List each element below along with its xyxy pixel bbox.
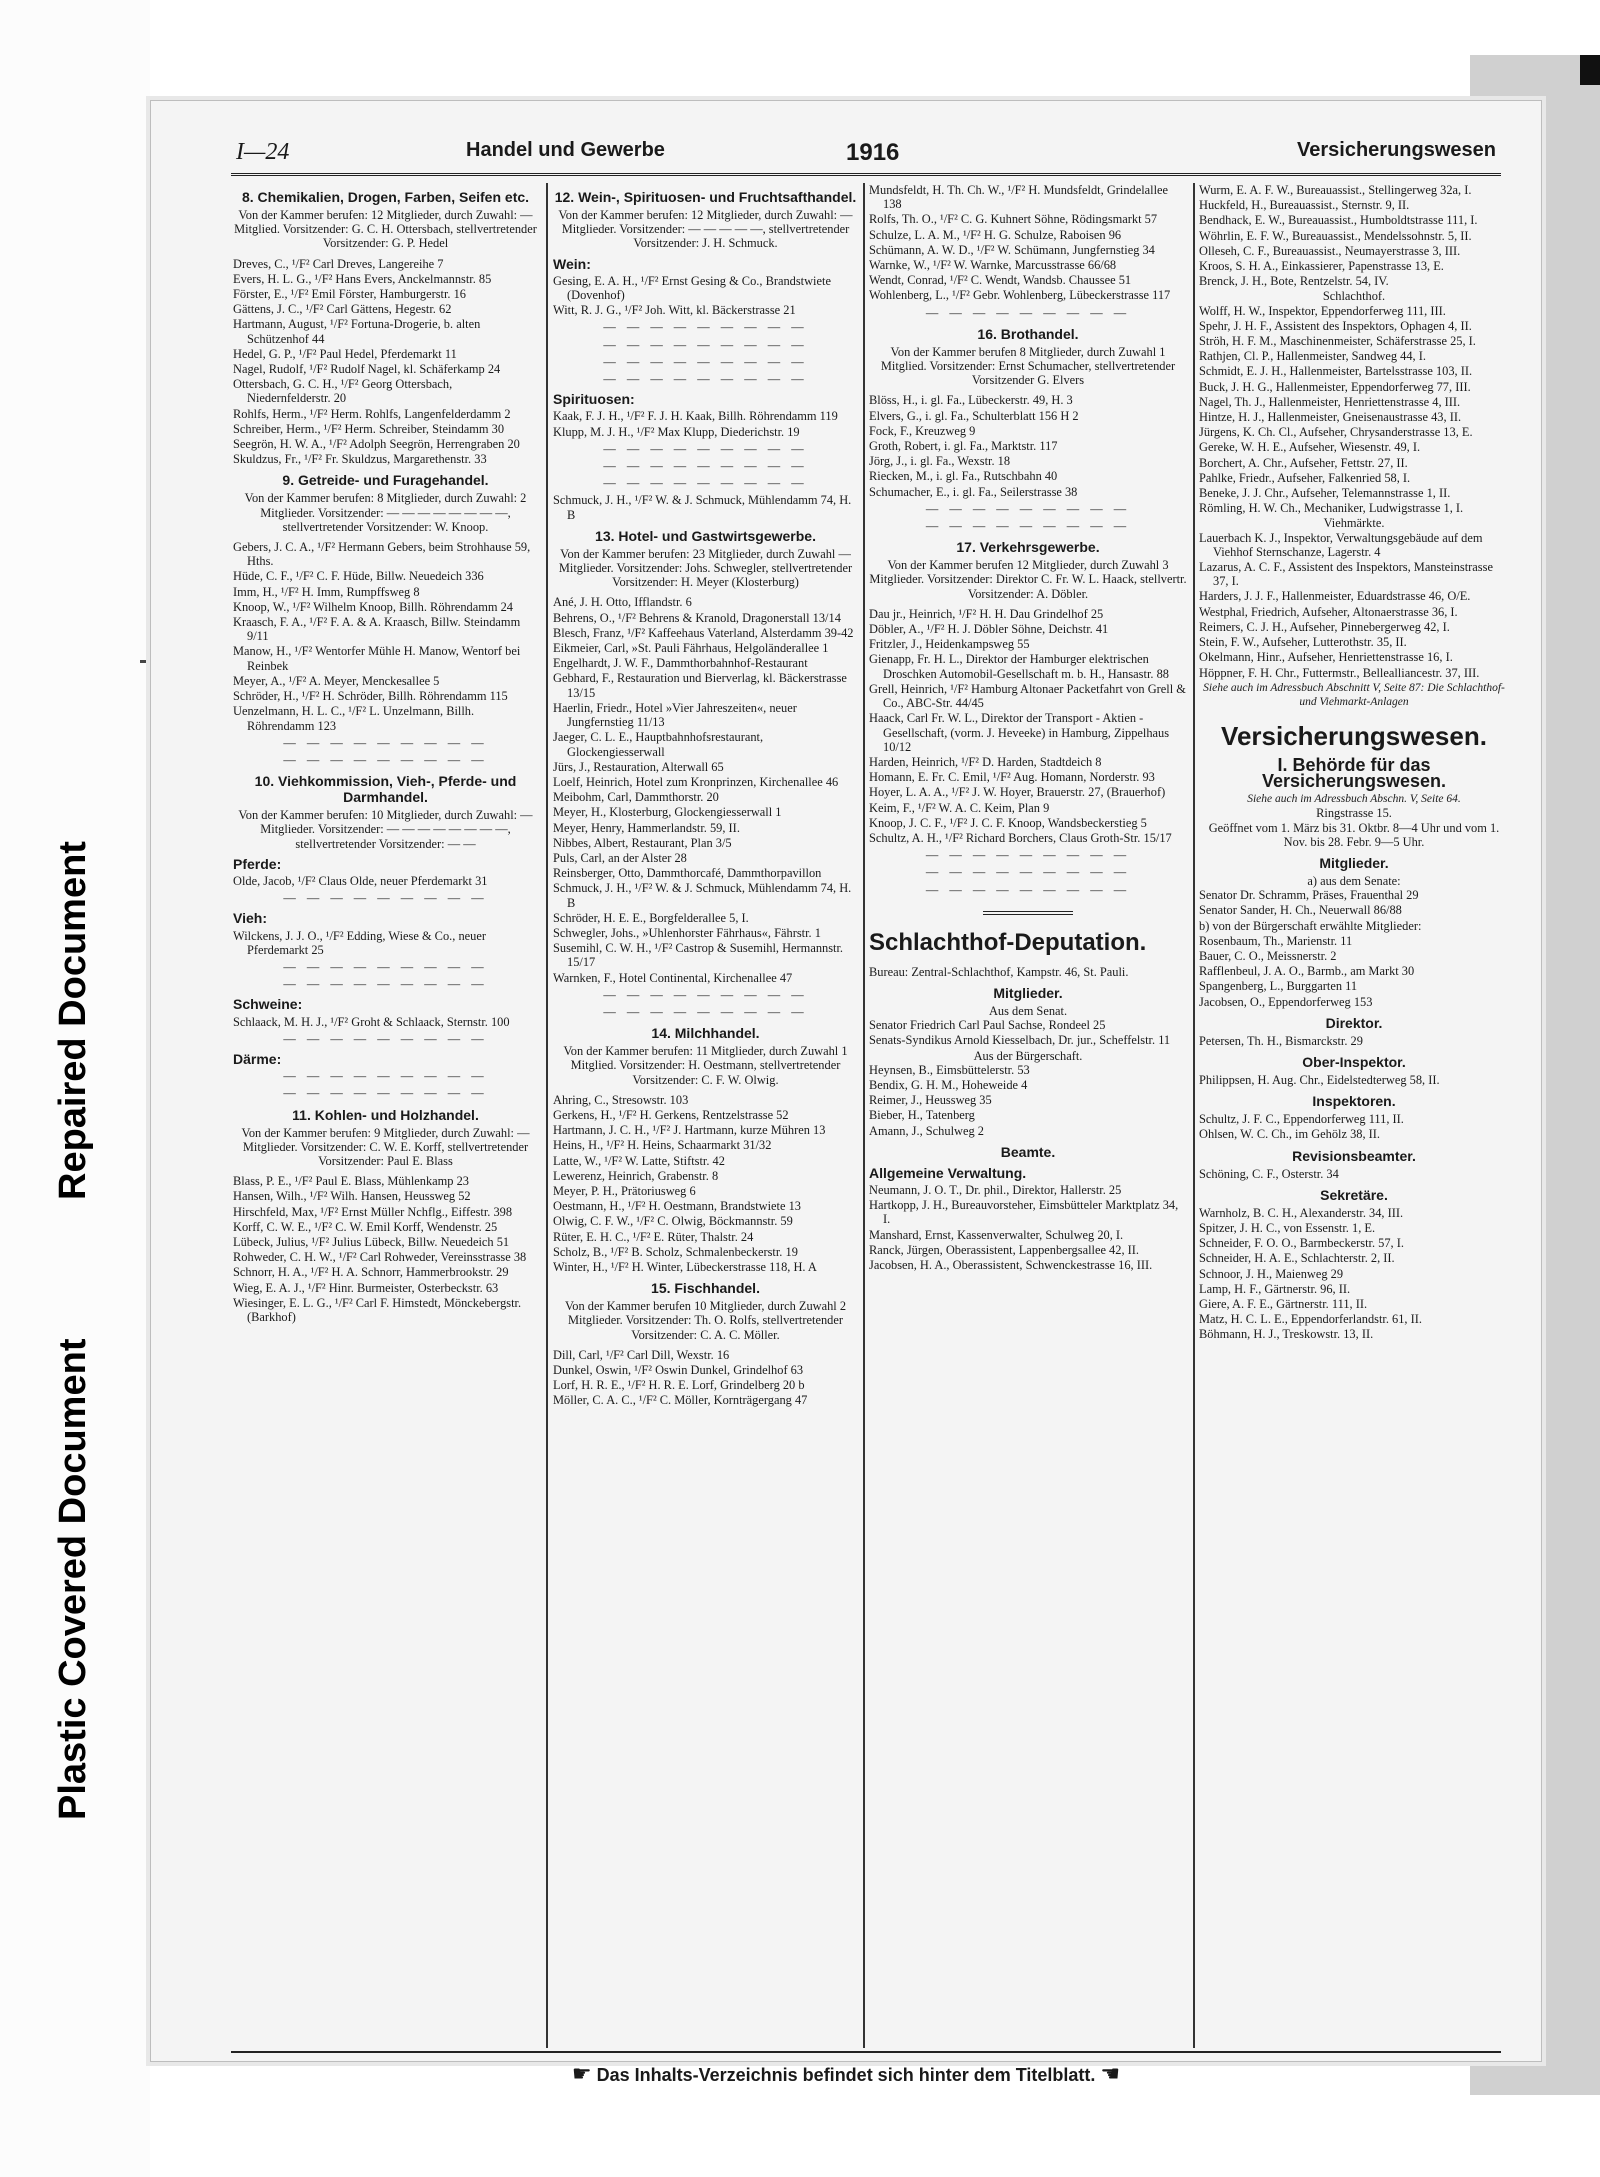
directory-entry: Dreves, C., ¹/F² Carl Dreves, Langereihe 7: [233, 256, 444, 271]
directory-entry: Hartmann, J. C. H., ¹/F² J. Hartmann, kurze Mühren 13: [553, 1123, 826, 1138]
directory-entry: Gesing, E. A. H., ¹/F² Ernst Gesing & Co., Brandstwiete (Dovenhof): [553, 273, 831, 303]
directory-entry: Riecken, M., i. gl. Fa., Rutschbahn 40: [869, 469, 1058, 484]
section-intro: Von der Kammer berufen 12 Mitglieder, durch Zuwahl 3 Mitglieder. Vorsitzender: Direktor C. Fr. W. L. Haack, stellvertr. Vorsitzender: A. Döbler.: [869, 558, 1187, 601]
directory-entry: Jacobsen, H. A., Oberassistent, Schwenckestrasse 16, III.: [869, 1257, 1153, 1272]
section-intro: Von der Kammer berufen 8 Mitglieder, durch Zuwahl 1 Mitglied. Vorsitzender: Ernst Schumacher, stellvertretender Vorsitzender G. Elvers: [880, 344, 1176, 388]
directory-entry: Oestmann, H., ¹/F² H. Oestmann, Brandstwiete 13: [553, 1199, 801, 1214]
section-heading: 17. Verkehrsgewerbe.: [956, 539, 1100, 556]
directory-entry: Schmuck, J. H., ¹/F² W. & J. Schmuck, Mühlendamm 74, H. B: [553, 493, 852, 522]
directory-entry: Schumacher, E., i. gl. Fa., Seilerstrasse 38: [869, 484, 1078, 499]
directory-entry: Beneke, J. J. Chr., Aufseher, Telemannstrasse 1, II.: [1199, 486, 1451, 501]
directory-entry: Jaeger, C. L. E., Hauptbahnhofsrestaurant, Glockengiesserwall: [553, 730, 764, 759]
directory-entry: Keim, F., ¹/F² W. A. C. Keim, Plan 9: [869, 800, 1050, 815]
section-heading: Beamte.: [1000, 1143, 1056, 1160]
directory-entry: Meyer, P. H., Prätoriusweg 6: [553, 1183, 696, 1198]
directory-entry: Lewerenz, Heinrich, Grabenstr. 8: [553, 1168, 719, 1183]
directory-entry: Knoop, W., ¹/F² Wilhelm Knoop, Billh. Röhrendamm 24: [233, 599, 513, 614]
directory-entry: Borchert, A. Chr., Aufseher, Fettstr. 27, II.: [1199, 455, 1408, 470]
centered-note: Viehmärkte.: [1323, 516, 1385, 531]
blank-entry-line: — — — — — — — — —: [925, 501, 1131, 516]
subheading: Wein:: [553, 255, 591, 272]
directory-entry: Blesch, Franz, ¹/F² Kaffeehaus Vaterland, Alsterdamm 39-42: [553, 625, 854, 640]
subheading: Spirituosen:: [553, 391, 635, 408]
directory-entry: Witt, R. J. G., ¹/F² Joh. Witt, kl. Bäckerstrasse 21: [553, 303, 796, 318]
directory-entry: Stein, F. W., Aufseher, Lutterothstr. 35, II.: [1199, 635, 1407, 650]
directory-entry: Petersen, Th. H., Bismarckstr. 29: [1199, 1033, 1363, 1048]
directory-entry: Gerkens, H., ¹/F² H. Gerkens, Rentzelstrasse 52: [553, 1107, 789, 1122]
section-heading: 9. Getreide- und Furagehandel.: [282, 472, 489, 489]
section-heading: 11. Kohlen- und Holzhandel.: [292, 1106, 479, 1123]
directory-entry: Senats-Syndikus Arnold Kiesselbach, Dr. jur., Scheffelstr. 11: [869, 1033, 1171, 1048]
directory-entry: Höppner, F. H. Chr., Futtermstr., Bellealliancestr. 37, III.: [1199, 665, 1480, 680]
section-heading: 15. Fischhandel.: [651, 1280, 760, 1297]
directory-entry: Römling, H. W. Ch., Mechaniker, Ludwigstrasse 1, I.: [1199, 501, 1464, 516]
directory-entry: Schultz, A. H., ¹/F² Richard Borchers, Claus Groth-Str. 15/17: [869, 830, 1172, 845]
directory-entry: Schwegler, Johs., »Uhlenhorster Fährhaus«, Fährstr. 1: [553, 925, 821, 940]
blank-entry-line: — — — — — — — — —: [603, 1004, 808, 1019]
directory-entry: Grell, Heinrich, ¹/F² Hamburg Altonaer Packetfahrt von Grell & Co., ABC-Str. 44/45: [869, 681, 1186, 711]
directory-entry: Nibbes, Albert, Restaurant, Plan 3/5: [553, 835, 732, 850]
directory-entry: Fritzler, J., Heidenkampsweg 55: [869, 637, 1030, 652]
directory-entry: Neumann, J. O. T., Dr. phil., Direktor, Hallerstr. 25: [869, 1182, 1122, 1197]
directory-entry: Haack, Carl Fr. W. L., Direktor der Transport - Aktien - Gesellschaft, (vorm. J. Heveeke) in Hamburg, Zippelhaus 10/12: [869, 711, 1170, 754]
header-section: Handel und Gewerbe: [466, 139, 665, 161]
section-heading: Revisionsbeamter.: [1292, 1147, 1416, 1164]
directory-entry: Jürgens, K. Ch. Cl., Aufseher, Chrysanderstrasse 13, E.: [1199, 425, 1473, 440]
text-column-3: [869, 183, 1187, 1273]
reference-note: Siehe auch im Adressbuch Abschnitt V, Seite 87: Die Schlachthof- und Viehmarkt-Anlagen: [1203, 681, 1505, 708]
directory-entry: Nagel, Rudolf, ¹/F² Rudolf Nagel, kl. Schäferkamp 24: [233, 362, 501, 377]
document-page: [150, 100, 1542, 2086]
section-intro: Von der Kammer berufen: 8 Mitglieder, durch Zuwahl: 2 Mitglieder. Vorsitzender: — — — — — — — —, stellvertretender Vorsitzender: W. Knoop.: [244, 491, 527, 534]
blank-entry-line: — — — — — — — — —: [603, 476, 808, 491]
directory-entry: Warnke, W., ¹/F² W. Warnke, Marcusstrasse 66/68: [869, 258, 1117, 273]
blank-entry-line: — — — — — — — — —: [283, 1069, 488, 1084]
directory-entry: Förster, E., ¹/F² Emil Förster, Hamburgerstr. 16: [233, 287, 467, 302]
directory-entry: Schlaack, M. H. J., ¹/F² Groht & Schlaack, Sternstr. 100: [233, 1014, 510, 1029]
directory-entry: Kraasch, F. A., ¹/F² F. A. & A. Kraasch, Billw. Steindamm 9/11: [233, 615, 521, 644]
blank-entry-line: — — — — — — — — —: [283, 891, 488, 906]
blank-entry-line: — — — — — — — — —: [283, 959, 488, 974]
directory-entry: Olwig, C. F. W., ¹/F² C. Olwig, Böckmannstr. 59: [553, 1214, 793, 1229]
blank-entry-line: — — — — — — — — —: [283, 752, 488, 767]
directory-entry: Rohweder, C. H. W., ¹/F² Carl Rohweder, Vereinsstrasse 38: [233, 1250, 527, 1265]
directory-entry: Hansen, Wilh., ¹/F² Wilh. Hansen, Heussweg 52: [233, 1189, 471, 1204]
pointing-hand-icon: ☛: [571, 2061, 592, 2086]
blank-entry-line: — — — — — — — — —: [925, 882, 1131, 897]
directory-entry: Wohlenberg, L., ¹/F² Gebr. Wohlenberg, Lübeckerstrasse 117: [869, 288, 1171, 303]
centered-note: Aus der Bürgerschaft.: [973, 1048, 1083, 1063]
directory-entry: Winter, H., ¹/F² H. Winter, Lübeckerstrasse 118, H. A: [553, 1260, 817, 1274]
page-number: I—24: [236, 139, 290, 165]
section-heading: Inspektoren.: [1312, 1093, 1396, 1110]
directory-entry: Wilckens, J. J. O., ¹/F² Edding, Wiese & Co., neuer Pferdemarkt 25: [233, 928, 486, 957]
directory-entry: Hartmann, August, ¹/F² Fortuna-Drogerie, b. alten Schützenhof 44: [233, 317, 481, 346]
subheading: Schweine:: [233, 996, 303, 1013]
directory-entry: Homann, E. Fr. C. Emil, ¹/F² Aug. Homann, Norderstr. 93: [869, 770, 1155, 785]
directory-entry: Hüde, C. F., ¹/F² C. F. Hüde, Billw. Neuedeich 336: [233, 569, 484, 584]
directory-entry: Wöhrlin, E. F. W., Bureauassist., Mendelssohnstr. 5, II.: [1199, 228, 1472, 243]
header-rule: [231, 173, 1501, 176]
section-heading: Mitglieder.: [1319, 854, 1389, 871]
text-column-4: [1199, 183, 1509, 1343]
section-heading: 12. Wein-, Spirituosen- und Fruchtsafthandel.: [554, 189, 857, 205]
directory-entry: Bendix, G. H. M., Hoheweide 4: [869, 1077, 1028, 1092]
subheading: Allgemeine Verwaltung.: [869, 1164, 1027, 1181]
directory-entry: Philippsen, H. Aug. Chr., Eidelstedterweg 58, II.: [1199, 1072, 1440, 1087]
directory-entry: Hoyer, L. A. A., ¹/F² J. W. Hoyer, Brauerstr. 27, (Brauerhof): [869, 785, 1166, 800]
footer-rule: [231, 2051, 1501, 2053]
section-heading: 16. Brothandel.: [977, 325, 1079, 342]
directory-entry: Bendhack, E. W., Bureauassist., Humboldtstrasse 111, I.: [1199, 213, 1478, 228]
directory-entry: Blöss, H., i. gl. Fa., Lübeckerstr. 49, H. 3: [869, 393, 1073, 408]
directory-entry: Hintze, H. J., Hallenmeister, Gneisenaustrasse 43, II.: [1199, 410, 1462, 425]
directory-entry: Huckfeld, H., Bureauassist., Sternstr. 9, II.: [1199, 198, 1410, 213]
section-heading: Mitglieder.: [993, 984, 1063, 1001]
directory-entry: Reimers, C. J. H., Aufseher, Pinnebergerweg 42, I.: [1199, 619, 1450, 634]
section-heading: 13. Hotel- und Gastwirtsgewerbe.: [595, 527, 816, 544]
directory-entry: Schneider, F. O. O., Barmbeckerstr. 57, I.: [1199, 1236, 1404, 1251]
directory-entry: Korff, C. W. E., ¹/F² C. W. Emil Korff, Wendenstr. 25: [233, 1219, 498, 1234]
section-heading: Direktor.: [1325, 1014, 1383, 1031]
blank-entry-line: — — — — — — — — —: [283, 1086, 488, 1101]
chapter-title: Schlachthof-Deputation.: [869, 928, 1147, 956]
blank-entry-line: — — — — — — — — —: [603, 441, 808, 456]
directory-entry: Senator Friedrich Carl Paul Sachse, Rondeel 25: [869, 1018, 1106, 1033]
centered-note: Ringstrasse 15.: [1316, 806, 1392, 821]
directory-entry: Böhmann, H. J., Treskowstr. 13, II.: [1199, 1327, 1374, 1342]
directory-entry: Skuldzus, Fr., ¹/F² Fr. Skuldzus, Margarethenstr. 33: [233, 452, 487, 467]
blank-entry-line: — — — — — — — — —: [925, 848, 1131, 863]
directory-entry: Schröder, H. E. E., Borgfelderallee 5, I.: [553, 910, 749, 925]
section-intro: Von der Kammer berufen 10 Mitglieder, durch Zuwahl 2 Mitglieder. Vorsitzender: Th. O. Rolfs, stellvertretender Vorsitzender: C. A. C. Möller.: [564, 1299, 847, 1342]
directory-entry: Brenck, J. H., Bote, Rentzelstr. 54, IV.: [1199, 274, 1389, 289]
directory-entry: Haerlin, Friedr., Hotel »Vier Jahreszeiten«, neuer Jungfernstieg 11/13: [553, 700, 797, 730]
section-intro: Von der Kammer berufen: 9 Mitglieder, durch Zuwahl: — Mitglieder. Vorsitzender: C. W. E. Korff, stellvertretender Vorsitzender: Paul E. Blass: [241, 1125, 530, 1168]
directory-entry: Wurm, E. A. F. W., Bureauassist., Stellingerweg 32a, I.: [1199, 183, 1472, 197]
directory-entry: Scholz, B., ¹/F² B. Scholz, Schmalenbeckerstr. 19: [553, 1244, 798, 1259]
directory-entry: Lübeck, Julius, ¹/F² Julius Lübeck, Billw. Neuedeich 51: [233, 1234, 510, 1249]
blank-entry-line: — — — — — — — — —: [283, 735, 488, 750]
blank-entry-line: — — — — — — — — —: [283, 1031, 488, 1046]
directory-entry: Giere, A. F. E., Gärtnerstr. 111, II.: [1199, 1296, 1368, 1311]
directory-entry: Manow, H., ¹/F² Wentorfer Mühle H. Manow, Wentorf bei Reinbek: [233, 644, 521, 673]
reference-note: Siehe auch im Adressbuch Abschn. V, Seite 64.: [1247, 793, 1461, 806]
section-intro: Von der Kammer berufen: 12 Mitglieder, durch Zuwahl: — Mitglied. Vorsitzender: G. C. H. Ottersbach, stellvertretender Vorsitzender: G. P. Hedel: [234, 208, 537, 251]
centered-note: a) aus dem Senate:: [1307, 873, 1401, 888]
directory-entry: Wendt, Conrad, ¹/F² C. Wendt, Wandsb. Chaussee 51: [869, 273, 1132, 288]
centered-note: Aus dem Senat.: [988, 1003, 1068, 1018]
plastic-covered-label: Plastic Covered Document: [52, 1338, 94, 1820]
section-intro: Von der Kammer berufen: 12 Mitglieder, durch Zuwahl: — Mitglieder. Vorsitzender: — — — — —, stellvertretender Vorsitzender: J. H. Schmuck.: [558, 208, 853, 251]
directory-entry: Schnoor, J. H., Maienweg 29: [1199, 1266, 1344, 1281]
column-divider: [1193, 183, 1195, 2048]
section-heading: 8. Chemikalien, Drogen, Farben, Seifen etc.: [241, 189, 530, 205]
directory-entry: Gebers, J. C. A., ¹/F² Hermann Gebers, beim Strohhause 59, Hths.: [233, 540, 531, 569]
directory-entry: Döbler, A., ¹/F² H. J. Döbler Söhne, Deichstr. 41: [869, 622, 1109, 637]
ornament-rule: [983, 911, 1073, 915]
text-column-1: [233, 183, 538, 1325]
directory-entry: Wieg, E. A. J., ¹/F² Hinr. Burmeister, Osterbeckstr. 63: [233, 1280, 499, 1295]
footer-note: [151, 2061, 1541, 2087]
directory-entry: Lauerbach K. J., Inspektor, Verwaltungsgebäude auf dem Viehhof Sternschanze, Lagerstr. 4: [1199, 530, 1483, 559]
section-intro: Von der Kammer berufen: 23 Mitglieder, durch Zuwahl — Mitglieder. Vorsitzender: Johs. Schwegler, stellvertretender Vorsitzender: H. Meyer (Klosterburg): [558, 546, 853, 590]
directory-entry: Dau jr., Heinrich, ¹/F² H. H. Dau Grindelhof 25: [869, 606, 1104, 621]
blank-entry-line: — — — — — — — — —: [603, 337, 808, 352]
column-divider: [863, 183, 865, 2048]
directory-entry: Wolff, H. W., Inspektor, Eppendorferweg 111, III.: [1199, 303, 1446, 318]
directory-entry: Hirschfeld, Max, ¹/F² Ernst Müller Nchflg., Eiffestr. 398: [233, 1204, 513, 1219]
directory-entry: Bureau: Zentral-Schlachthof, Kampstr. 46, St. Pauli.: [869, 964, 1129, 979]
directory-entry: Heynsen, B., Eimsbüttelerstr. 53: [869, 1062, 1030, 1077]
subheading: Vieh:: [233, 910, 267, 927]
section-heading: 10. Viehkommission, Vieh-, Pferde- und Darmhandel.: [254, 773, 517, 806]
blank-entry-line: — — — — — — — — —: [603, 987, 808, 1002]
pointing-hand-icon: ☚: [1100, 2061, 1121, 2086]
directory-entry: Uenzelmann, H. L. C., ¹/F² L. Unzelmann, Billh. Röhrendamm 123: [233, 704, 475, 733]
directory-entry: Loelf, Heinrich, Hotel zum Kronprinzen, Kirchenallee 46: [553, 774, 839, 789]
directory-entry: Warnholz, B. C. H., Alexanderstr. 34, III.: [1199, 1205, 1404, 1220]
directory-entry: Jörg, J., i. gl. Fa., Wexstr. 18: [869, 454, 1011, 469]
blank-entry-line: — — — — — — — — —: [925, 865, 1131, 880]
directory-entry: Hedel, G. P., ¹/F² Paul Hedel, Pferdemarkt 11: [233, 346, 457, 361]
directory-entry: Senator Dr. Schramm, Präses, Frauenthal 29: [1199, 888, 1419, 903]
directory-entry: Rafflenbeul, J. A. O., Barmb., am Markt 30: [1199, 964, 1415, 979]
directory-entry: Blass, P. E., ¹/F² Paul E. Blass, Mühlenkamp 23: [233, 1174, 469, 1189]
directory-entry: Spitzer, J. H. C., von Essenstr. 1, E.: [1199, 1220, 1376, 1235]
directory-entry: Hartkopp, J. H., Bureauvorsteher, Eimsbütteler Marktplatz 34, I.: [869, 1198, 1179, 1227]
directory-entry: Schultz, J. F. C., Eppendorferweg 111, II.: [1199, 1112, 1404, 1127]
directory-entry: Olde, Jacob, ¹/F² Claus Olde, neuer Pferdemarkt 31: [233, 873, 488, 888]
directory-entry: Groth, Robert, i. gl. Fa., Marktstr. 117: [869, 439, 1058, 454]
directory-entry: Evers, H. L. G., ¹/F² Hans Evers, Anckelmannstr. 85: [233, 271, 492, 286]
directory-entry: Matz, H. C. L. E., Eppendorferlandstr. 61, II.: [1199, 1312, 1422, 1327]
blank-entry-line: — — — — — — — — —: [603, 459, 808, 474]
subheading: Därme:: [233, 1050, 282, 1067]
directory-entry: Gienapp, Fr. H. L., Direktor der Hamburger elektrischen Droschken Automobil-Gesellschaft m. b. H., Hansastr. 88: [869, 652, 1169, 681]
directory-entry: Schnorr, H. A., ¹/F² H. A. Schnorr, Hammerbrookstr. 29: [233, 1265, 509, 1280]
directory-entry: Schmuck, J. H., ¹/F² W. & J. Schmuck, Mühlendamm 74, H. B: [553, 881, 852, 910]
directory-entry: Olleseh, C. F., Bureauassist., Neumayerstrasse 3, III.: [1199, 243, 1461, 258]
section-heading: 14. Milchhandel.: [651, 1025, 760, 1042]
directory-entry: Rathjen, Cl. P., Hallenmeister, Sandweg 44, I.: [1199, 349, 1426, 364]
directory-entry: Schümann, A. W. D., ¹/F² W. Schümann, Jungfernstieg 34: [869, 242, 1155, 257]
header-year: 1916: [846, 139, 900, 166]
directory-entry: Schulze, L. A. M., ¹/F² H. G. Schulze, Raboisen 96: [869, 227, 1122, 242]
repaired-document-label: Repaired Document: [52, 841, 94, 1200]
blank-entry-line: — — — — — — — — —: [925, 519, 1131, 534]
directory-entry: Meyer, H., Klosterburg, Glockengiesserwall 1: [553, 805, 782, 820]
directory-entry: Möller, C. A. C., ¹/F² C. Möller, Kornträgergang 47: [553, 1393, 808, 1408]
chapter-title: Versicherungswesen.: [1221, 721, 1487, 752]
scan-corner: [1580, 55, 1600, 85]
column-divider: [546, 183, 548, 2048]
directory-entry: Senator Sander, H. Ch., Neuerwall 86/88: [1199, 903, 1402, 918]
directory-entry: Kaak, F. J. H., ¹/F² F. J. H. Kaak, Billh. Röhrendamm 119: [553, 409, 838, 424]
directory-entry: Ané, J. H. Otto, Ifflandstr. 6: [553, 595, 692, 610]
directory-entry: Pahlke, Friedr., Aufseher, Falkenried 58, I.: [1199, 470, 1411, 485]
directory-entry: Schmidt, E. J. H., Hallenmeister, Bartelsstrasse 103, II.: [1199, 364, 1473, 379]
directory-entry: Amann, J., Schulweg 2: [869, 1123, 984, 1138]
subheading: Pferde:: [233, 855, 282, 872]
directory-entry: Gättens, J. C., ¹/F² Carl Gättens, Hegestr. 62: [233, 302, 452, 317]
section-heading: Ober-Inspektor.: [1302, 1053, 1406, 1070]
text-column-2: [553, 183, 858, 1409]
directory-entry: Okelmann, Hinr., Aufseher, Henriettenstrasse 16, I.: [1199, 650, 1453, 665]
centered-note: Schlachthof.: [1322, 289, 1386, 304]
directory-entry: Nagel, Th. J., Hallenmeister, Henriettenstrasse 4, III.: [1199, 394, 1461, 409]
blank-entry-line: — — — — — — — — —: [603, 372, 808, 387]
directory-entry: Engelhardt, J. W. F., Dammthorbahnhof-Restaurant: [553, 656, 808, 671]
footer-text: Das Inhalts-Verzeichnis befindet sich hinter dem Titelblatt.: [596, 2065, 1096, 2085]
directory-entry: Spehr, J. H. F., Assistent des Inspektors, Ophagen 4, II.: [1199, 318, 1472, 333]
directory-entry: Knoop, J. C. F., ¹/F² J. C. F. Knoop, Wandsbeckerstieg 5: [869, 815, 1147, 830]
directory-entry: Meyer, A., ¹/F² A. Meyer, Menckesallee 5: [233, 673, 440, 688]
directory-entry: Puls, Carl, an der Alster 28: [553, 850, 687, 865]
directory-entry: Eikmeier, Carl, »St. Pauli Fährhaus, Helgoländerallee 1: [553, 641, 829, 656]
directory-entry: Westphal, Friedrich, Aufseher, Altonaerstrasse 36, I.: [1199, 604, 1458, 619]
blank-entry-line: — — — — — — — — —: [603, 354, 808, 369]
directory-entry: Rohlfs, Herm., ¹/F² Herm. Rohlfs, Langenfelderdamm 2: [233, 406, 511, 421]
directory-entry: Schöning, C. F., Osterstr. 34: [1199, 1166, 1339, 1181]
directory-entry: Lorf, H. R. E., ¹/F² H. R. E. Lorf, Grindelberg 20 b: [553, 1378, 805, 1393]
directory-entry: b) von der Bürgerschaft erwählte Mitglieder:: [1199, 918, 1422, 933]
directory-entry: Schneider, H. A. E., Schlachterstr. 2, II.: [1199, 1251, 1395, 1266]
subchapter-title: I. Behörde für das Versicherungswesen.: [1261, 755, 1447, 792]
directory-entry: Susemihl, C. W. H., ¹/F² Castrop & Susemihl, Hermannstr. 15/17: [553, 941, 844, 970]
directory-entry: Ahring, C., Stresowstr. 103: [553, 1092, 689, 1107]
directory-entry: Imm, H., ¹/F² H. Imm, Rumpffsweg 8: [233, 584, 420, 599]
directory-entry: Schreiber, Herm., ¹/F² Herm. Schreiber, Steindamm 30: [233, 421, 505, 436]
directory-entry: Rüter, E. H. C., ¹/F² E. Rüter, Thalstr. 24: [553, 1229, 754, 1244]
directory-entry: Wiesinger, E. L. G., ¹/F² Carl F. Himstedt, Mönckebergstr. (Barkhof): [233, 1295, 522, 1324]
directory-entry: Manshard, Ernst, Kassenverwalter, Schulweg 20, I.: [869, 1227, 1124, 1242]
section-intro: Von der Kammer berufen: 11 Mitglieder, durch Zuwahl 1 Mitglied. Vorsitzender: H. Oestmann, stellvertretender Vorsitzender: C. F. W. Olwig.: [563, 1044, 848, 1087]
directory-entry: Gebhard, F., Restauration und Bierverlag, kl. Bäckerstrasse 13/15: [553, 671, 847, 700]
header-topic: Versicherungswesen: [1297, 139, 1496, 161]
directory-entry: Behrens, O., ¹/F² Behrens & Kranold, Dragonerstall 13/14: [553, 610, 841, 625]
directory-entry: Bieber, H., Tatenberg: [869, 1108, 975, 1123]
directory-entry: Meibohm, Carl, Dammthorstr. 20: [553, 790, 719, 805]
blank-entry-line: — — — — — — — — —: [925, 305, 1131, 320]
directory-entry: Lamp, H. F., Gärtnerstr. 96, II.: [1199, 1281, 1351, 1296]
directory-entry: Dunkel, Oswin, ¹/F² Oswin Dunkel, Grindelhof 63: [553, 1363, 804, 1378]
directory-entry: Latte, W., ¹/F² W. Latte, Stiftstr. 42: [553, 1153, 725, 1168]
directory-entry: Seegrön, H. W. A., ¹/F² Adolph Seegrön, Herrengraben 20: [233, 437, 520, 452]
directory-entry: Harders, J. J. F., Hallenmeister, Eduardstrasse 46, O/E.: [1199, 589, 1471, 604]
directory-entry: Heins, H., ¹/F² H. Heins, Schaarmarkt 31/32: [553, 1138, 772, 1153]
directory-entry: Ströh, H. F. M., Maschinenmeister, Schäferstrasse 25, I.: [1199, 334, 1476, 349]
directory-entry: Rosenbaum, Th., Marienstr. 11: [1199, 933, 1353, 948]
directory-entry: Ranck, Jürgen, Oberassistent, Lappenbergsallee 42, II.: [869, 1242, 1139, 1257]
directory-entry: Reinsberger, Otto, Dammthorcafé, Dammthorpavillon: [553, 866, 822, 881]
section-intro: Von der Kammer berufen: 10 Mitglieder, durch Zuwahl: — Mitglieder. Vorsitzender: — — — — — — — —, stellvertretender Vorsitzender: — —: [238, 808, 533, 851]
directory-entry: Spangenberg, L., Burggarten 11: [1199, 979, 1358, 994]
blank-entry-line: — — — — — — — — —: [283, 977, 488, 992]
centered-note: Geöffnet vom 1. März bis 31. Oktbr. 8—4 Uhr und vom 1. Nov. bis 28. Febr. 9—5 Uhr.: [1208, 820, 1500, 849]
directory-entry: Kroos, S. H. A., Einkassierer, Papenstrasse 13, E.: [1199, 259, 1444, 274]
directory-entry: Warnken, F., Hotel Continental, Kirchenallee 47: [553, 970, 793, 985]
directory-entry: Gereke, W. H. E., Aufseher, Wiesenstr. 49, I.: [1199, 440, 1421, 455]
directory-entry: Klupp, M. J. H., ¹/F² Max Klupp, Diederichstr. 19: [553, 424, 800, 439]
directory-entry: Rolfs, Th. O., ¹/F² C. G. Kuhnert Söhne, Rödingsmarkt 57: [869, 212, 1158, 227]
directory-entry: Schröder, H., ¹/F² H. Schröder, Billh. Röhrendamm 115: [233, 689, 508, 704]
blank-entry-line: — — — — — — — — —: [603, 320, 808, 335]
directory-entry: Fock, F., Kreuzweg 9: [869, 423, 976, 438]
section-heading: Sekretäre.: [1320, 1186, 1388, 1203]
directory-entry: Ottersbach, G. C. H., ¹/F² Georg Ottersbach, Niedernfelderstr. 20: [233, 377, 453, 406]
directory-entry: Meyer, Henry, Hammerlandstr. 59, II.: [553, 820, 740, 835]
directory-entry: Jürs, J., Restauration, Alterwall 65: [553, 759, 724, 774]
directory-entry: Ohlsen, W. C. Ch., im Gehölz 38, II.: [1199, 1127, 1381, 1142]
directory-entry: Lazarus, A. C. F., Assistent des Inspektors, Mansteinstrasse 37, I.: [1199, 560, 1493, 589]
directory-entry: Bauer, C. O., Meissnerstr. 2: [1199, 948, 1337, 963]
directory-entry: Harden, Heinrich, ¹/F² D. Harden, Stadtdeich 8: [869, 754, 1102, 769]
directory-entry: Elvers, G., i. gl. Fa., Schulterblatt 156 H 2: [869, 408, 1079, 423]
directory-entry: Jacobsen, O., Eppendorferweg 153: [1199, 994, 1373, 1009]
directory-entry: Dill, Carl, ¹/F² Carl Dill, Wexstr. 16: [553, 1347, 730, 1362]
directory-entry: Mundsfeldt, H. Th. Ch. W., ¹/F² H. Mundsfeldt, Grindelallee 138: [869, 183, 1169, 212]
directory-entry: Reimer, J., Heussweg 35: [869, 1093, 992, 1108]
directory-entry: Buck, J. H. G., Hallenmeister, Eppendorferweg 77, III.: [1199, 379, 1471, 394]
